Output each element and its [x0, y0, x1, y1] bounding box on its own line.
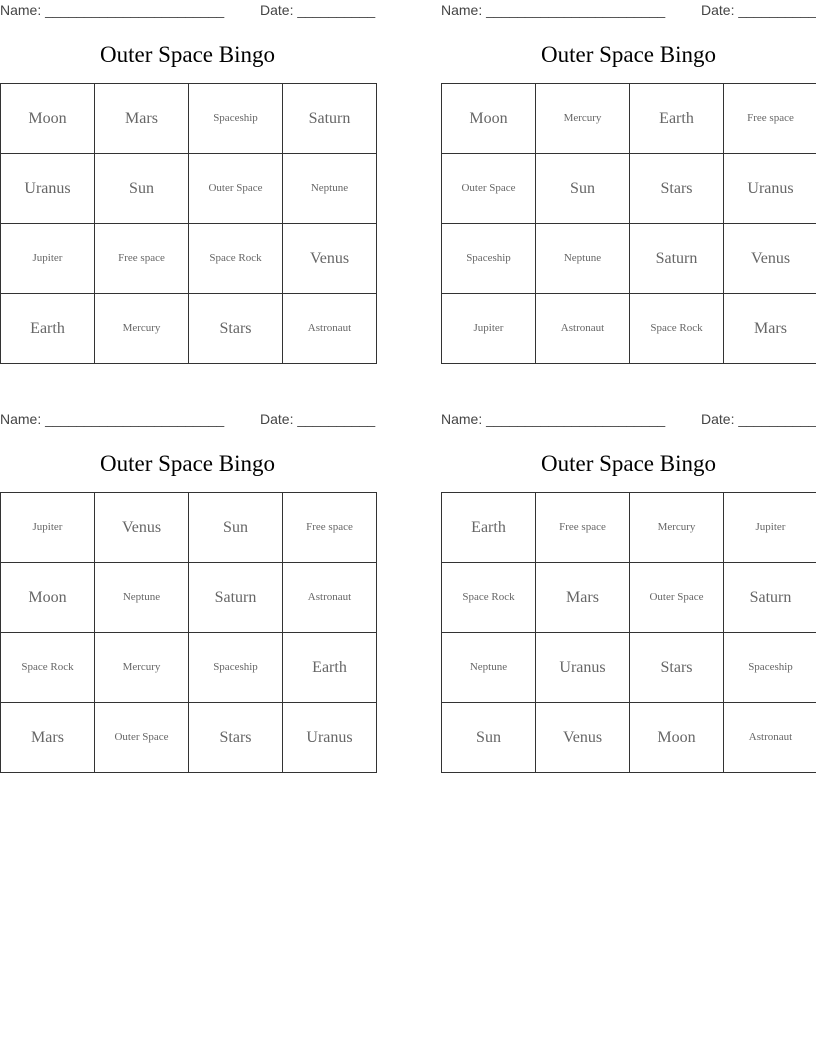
bingo-cell: Neptune: [283, 154, 377, 224]
bingo-cell: Sun: [95, 154, 189, 224]
bingo-cell: Neptune: [442, 633, 536, 703]
bingo-cell: Venus: [724, 224, 816, 294]
bingo-cell: Spaceship: [189, 633, 283, 703]
bingo-cell: Saturn: [283, 84, 377, 154]
bingo-cell: Sun: [189, 493, 283, 563]
bingo-cell: Free space: [95, 224, 189, 294]
grid-row: [1, 493, 377, 563]
card-title: Outer Space Bingo: [540, 42, 716, 67]
bingo-card-1: [0, 0, 375, 370]
bingo-cell: Mercury: [630, 493, 724, 563]
bingo-cell: Venus: [95, 493, 189, 563]
bingo-cell: Jupiter: [724, 493, 816, 563]
name-field: Name: _______________________: [0, 2, 225, 18]
date-field: Date: __________: [701, 2, 816, 18]
bingo-cell: Space Rock: [1, 633, 95, 703]
bingo-card-4: [441, 409, 816, 779]
bingo-cell: Stars: [630, 633, 724, 703]
bingo-cell: Outer Space: [630, 563, 724, 633]
name-date-header: [0, 2, 375, 20]
name-date-header: [0, 411, 375, 429]
bingo-cell: Stars: [189, 294, 283, 364]
bingo-cell: Venus: [536, 703, 630, 773]
bingo-cell: Uranus: [724, 154, 816, 224]
bingo-cell: Free space: [724, 84, 816, 154]
bingo-cell: Venus: [283, 224, 377, 294]
name-field: Name: _______________________: [0, 411, 225, 427]
bingo-cell: Mars: [95, 84, 189, 154]
bingo-cell: Outer Space: [189, 154, 283, 224]
grid-row: [1, 703, 377, 773]
bingo-cell: Stars: [189, 703, 283, 773]
bingo-cell: Mercury: [536, 84, 630, 154]
date-field: Date: __________: [260, 411, 376, 427]
bingo-cell: Moon: [1, 563, 95, 633]
bingo-cell: Astronaut: [536, 294, 630, 364]
date-field: Date: __________: [260, 2, 376, 18]
bingo-grid: [441, 492, 816, 773]
bingo-cell: Jupiter: [442, 294, 536, 364]
bingo-card-3: [0, 409, 375, 779]
bingo-cell: Spaceship: [724, 633, 816, 703]
grid-row: [1, 224, 377, 294]
bingo-cell: Spaceship: [189, 84, 283, 154]
card-title: Outer Space Bingo: [540, 451, 716, 476]
name-field: Name: _______________________: [441, 411, 666, 427]
grid-row: [442, 703, 816, 773]
bingo-cell: Moon: [630, 703, 724, 773]
bingo-cell: Outer Space: [95, 703, 189, 773]
bingo-grid: [0, 83, 377, 364]
grid-row: [1, 84, 377, 154]
bingo-cell: Free space: [283, 493, 377, 563]
grid-row: [442, 154, 816, 224]
bingo-cell: Earth: [442, 493, 536, 563]
grid-row: [442, 493, 816, 563]
bingo-cell: Mercury: [95, 633, 189, 703]
bingo-cell: Jupiter: [1, 493, 95, 563]
bingo-cell: Uranus: [1, 154, 95, 224]
bingo-cell: Uranus: [536, 633, 630, 703]
bingo-cell: Space Rock: [442, 563, 536, 633]
bingo-cell: Space Rock: [630, 294, 724, 364]
bingo-cell: Outer Space: [442, 154, 536, 224]
bingo-cell: Mars: [1, 703, 95, 773]
bingo-cell: Astronaut: [283, 563, 377, 633]
bingo-cell: Moon: [1, 84, 95, 154]
bingo-cell: Free space: [536, 493, 630, 563]
bingo-cell: Mercury: [95, 294, 189, 364]
bingo-grid: [0, 492, 377, 773]
bingo-cell: Saturn: [189, 563, 283, 633]
name-date-header: [441, 2, 816, 20]
bingo-cell: Earth: [283, 633, 377, 703]
name-field: Name: _______________________: [441, 2, 666, 18]
grid-row: [1, 154, 377, 224]
grid-row: [442, 563, 816, 633]
grid-row: [1, 294, 377, 364]
grid-row: [442, 224, 816, 294]
card-title: Outer Space Bingo: [99, 451, 275, 476]
grid-row: [1, 563, 377, 633]
date-field: Date: __________: [701, 411, 816, 427]
bingo-cell: Saturn: [724, 563, 816, 633]
bingo-cell: Moon: [442, 84, 536, 154]
name-date-header: [441, 411, 816, 429]
bingo-cell: Earth: [630, 84, 724, 154]
grid-row: [442, 84, 816, 154]
bingo-cell: Space Rock: [189, 224, 283, 294]
bingo-cell: Stars: [630, 154, 724, 224]
grid-row: [442, 633, 816, 703]
bingo-cell: Spaceship: [442, 224, 536, 294]
bingo-cell: Uranus: [283, 703, 377, 773]
bingo-cell: Earth: [1, 294, 95, 364]
bingo-cell: Jupiter: [1, 224, 95, 294]
bingo-cell: Mars: [724, 294, 816, 364]
bingo-cell: Sun: [442, 703, 536, 773]
bingo-cell: Neptune: [536, 224, 630, 294]
bingo-cell: Astronaut: [724, 703, 816, 773]
bingo-grid: [441, 83, 816, 364]
bingo-card-2: [441, 0, 816, 370]
card-title: Outer Space Bingo: [99, 42, 275, 67]
grid-row: [442, 294, 816, 364]
grid-row: [1, 633, 377, 703]
bingo-cell: Astronaut: [283, 294, 377, 364]
bingo-cell: Neptune: [95, 563, 189, 633]
bingo-cell: Sun: [536, 154, 630, 224]
bingo-cell: Mars: [536, 563, 630, 633]
bingo-cell: Saturn: [630, 224, 724, 294]
